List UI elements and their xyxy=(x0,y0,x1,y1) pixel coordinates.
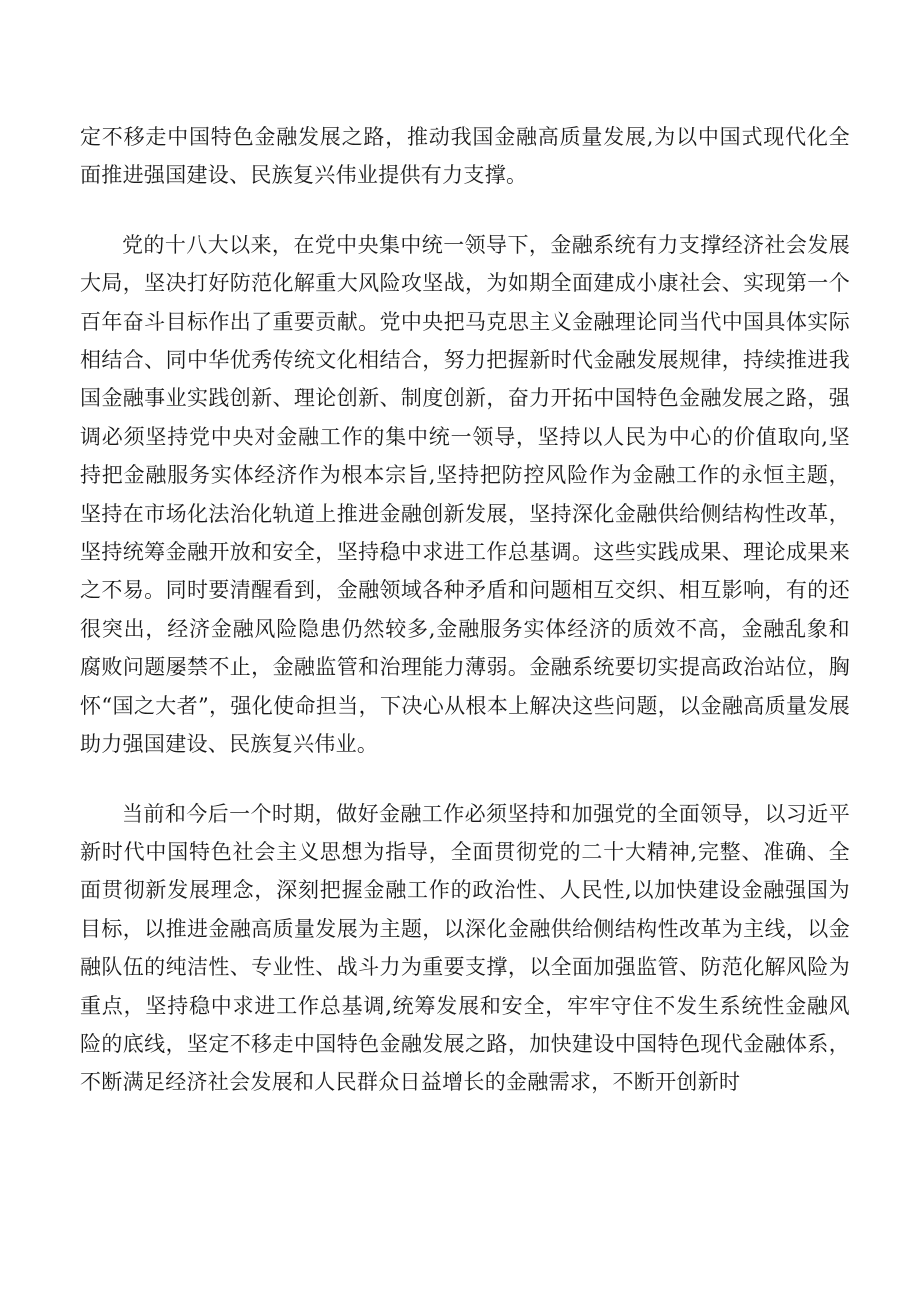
paragraph-2: 党的十八大以来，在党中央集中统一领导下，金融系统有力支撑经济社会发展大局，坚决打好防范化解重大风险攻坚战，为如期全面建成小康社会、实现第一个百年奋斗目标作出了重要贡献。党中央把马克思主义金融理论同当代中国具体实际相结合、同中华优秀传统文化相结合，努力把握新时代金融发展规律，持续推进我国金融事业实践创新、理论创新、制度创新，奋力开拓中国特色金融发展之路，强调必须坚持党中央对金融工作的集中统一领导，坚持以人民为中心的价值取向,坚持把金融服务实体经济作为根本宗旨,坚持把防控风险作为金融工作的永恒主题，坚持在市场化法治化轨道上推进金融创新发展，坚持深化金融供给侧结构性改革，坚持统筹金融开放和安全，坚持稳中求进工作总基调。这些实践成果、理论成果来之不易。同时要清醒看到，金融领域各种矛盾和问题相互交织、相互影响，有的还很突出，经济金融风险隐患仍然较多,金融服务实体经济的质效不高，金融乱象和腐败问题屡禁不止，金融监管和治理能力薄弱。金融系统要切实提高政治站位，胸怀“国之大者”，强化使命担当，下决心从根本上解决这些问题，以金融高质量发展助力强国建设、民族复兴伟业。 xyxy=(80,232,850,757)
document-page xyxy=(80,118,850,1102)
paragraph-3: 当前和今后一个时期，做好金融工作必须坚持和加强党的全面领导，以习近平新时代中国特色社会主义思想为指导，全面贯彻党的二十大精神,完整、准确、全面贯彻新发展理念，深刻把握金融工作的政治性、人民性,以加快建设金融强国为目标，以推进金融高质量发展为主题，以深化金融供给侧结构性改革为主线，以金融队伍的纯洁性、专业性、战斗力为重要支撑，以全面加强监管、防范化解风险为重点，坚持稳中求进工作总基调,统筹发展和安全，牢牢守住不发生系统性金融风险的底线，坚定不移走中国特色金融发展之路，加快建设中国特色现代金融体系，不断满足经济社会发展和人民群众日益增长的金融需求，不断开创新时 xyxy=(80,801,850,1095)
paragraph-1: 定不移走中国特色金融发展之路，推动我国金融高质量发展,为以中国式现代化全面推进强国建设、民族复兴伟业提供有力支撑。 xyxy=(80,125,850,188)
